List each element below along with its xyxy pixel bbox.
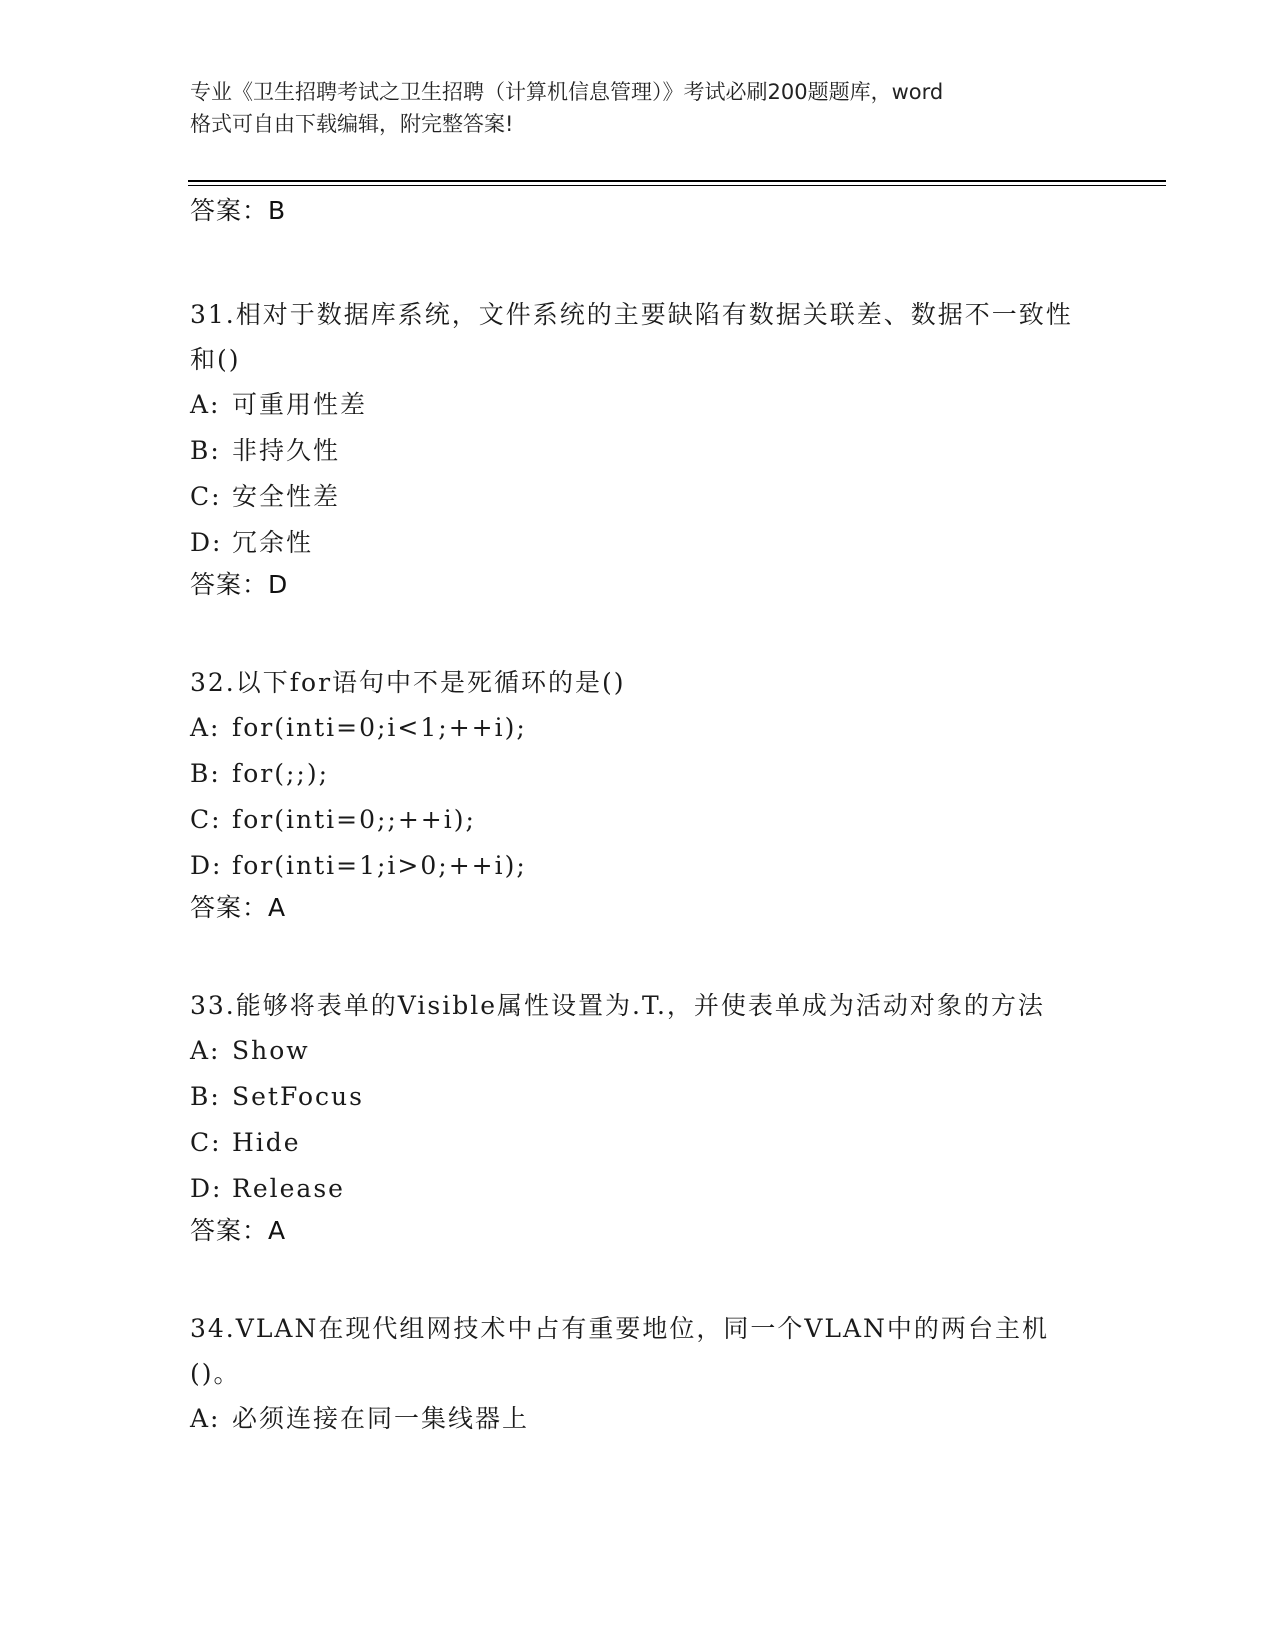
question-32 bbox=[190, 660, 1090, 925]
answer-line bbox=[190, 194, 1090, 228]
option-text: SetFocus bbox=[232, 1082, 364, 1111]
option-text: 可重用性差 bbox=[232, 390, 368, 419]
question-text bbox=[190, 983, 1090, 1028]
option-b bbox=[190, 428, 1090, 474]
answer-line bbox=[190, 568, 1090, 602]
answer-value: A bbox=[268, 893, 287, 922]
question-number: 33. bbox=[190, 991, 236, 1020]
option-text: for(inti=0;i<1;++i); bbox=[232, 713, 527, 742]
question-stem: 以下for语句中不是死循环的是() bbox=[235, 668, 626, 697]
question-number: 34. bbox=[190, 1314, 236, 1343]
header-divider-thin bbox=[188, 185, 1166, 186]
option-d bbox=[190, 843, 1090, 889]
answer-value: D bbox=[268, 570, 289, 599]
option-key: D: bbox=[190, 528, 223, 557]
answer-label: 答案： bbox=[190, 893, 269, 922]
question-34 bbox=[190, 1306, 1090, 1442]
option-text: 非持久性 bbox=[232, 436, 341, 465]
option-text: for(inti=1;i>0;++i); bbox=[232, 851, 527, 880]
option-key: D: bbox=[190, 851, 223, 880]
header-divider-thick bbox=[188, 180, 1166, 182]
answer-value: A bbox=[268, 1216, 287, 1245]
question-text bbox=[190, 292, 1090, 382]
option-key: B: bbox=[190, 1082, 221, 1111]
header-title-line-2: 格式可自由下载编辑，附完整答案! bbox=[190, 112, 514, 136]
option-b bbox=[190, 751, 1090, 797]
option-c bbox=[190, 474, 1090, 520]
question-stem: 能够将表单的Visible属性设置为.T.，并使表单成为活动对象的方法 bbox=[235, 991, 1045, 1020]
option-text: for(inti=0;;++i); bbox=[232, 805, 476, 834]
option-text: Show bbox=[232, 1036, 310, 1065]
page-header bbox=[190, 76, 1110, 140]
question-text bbox=[190, 1306, 1090, 1396]
option-c bbox=[190, 797, 1090, 843]
question-stem: 相对于数据库系统，文件系统的主要缺陷有数据关联差、数据不一致性和() bbox=[190, 300, 1073, 374]
answer-value: B bbox=[268, 196, 287, 225]
option-key: C: bbox=[190, 1128, 222, 1157]
option-key: B: bbox=[190, 436, 221, 465]
option-text: 冗余性 bbox=[232, 528, 314, 557]
option-key: A: bbox=[190, 1404, 221, 1433]
option-key: A: bbox=[190, 1036, 221, 1065]
option-a bbox=[190, 1028, 1090, 1074]
option-a bbox=[190, 1396, 1090, 1442]
answer-line bbox=[190, 891, 1090, 925]
header-title-line-1: 专业《卫生招聘考试之卫生招聘（计算机信息管理）》考试必刷200题题库，word bbox=[190, 80, 944, 104]
option-d bbox=[190, 520, 1090, 566]
option-d bbox=[190, 1166, 1090, 1212]
option-a bbox=[190, 705, 1090, 751]
option-text: 安全性差 bbox=[232, 482, 341, 511]
question-number: 31. bbox=[190, 300, 236, 329]
option-text: Hide bbox=[232, 1128, 301, 1157]
answer-label: 答案： bbox=[190, 1216, 269, 1245]
option-key: C: bbox=[190, 482, 222, 511]
option-text: Release bbox=[232, 1174, 345, 1203]
option-key: B: bbox=[190, 759, 221, 788]
answer-label: 答案： bbox=[190, 196, 269, 225]
option-key: C: bbox=[190, 805, 222, 834]
option-a bbox=[190, 382, 1090, 428]
option-b bbox=[190, 1074, 1090, 1120]
question-list bbox=[190, 194, 1090, 1442]
option-c bbox=[190, 1120, 1090, 1166]
answer-label: 答案： bbox=[190, 570, 269, 599]
option-key: D: bbox=[190, 1174, 223, 1203]
option-key: A: bbox=[190, 390, 221, 419]
answer-line bbox=[190, 1214, 1090, 1248]
option-key: A: bbox=[190, 713, 221, 742]
option-text: 必须连接在同一集线器上 bbox=[232, 1404, 530, 1433]
question-number: 32. bbox=[190, 668, 236, 697]
question-stem: VLAN在现代组网技术中占有重要地位，同一个VLAN中的两台主机()。 bbox=[190, 1314, 1049, 1388]
question-31 bbox=[190, 292, 1090, 602]
option-text: for(;;); bbox=[232, 759, 330, 788]
question-text bbox=[190, 660, 1090, 705]
question-33 bbox=[190, 983, 1090, 1248]
